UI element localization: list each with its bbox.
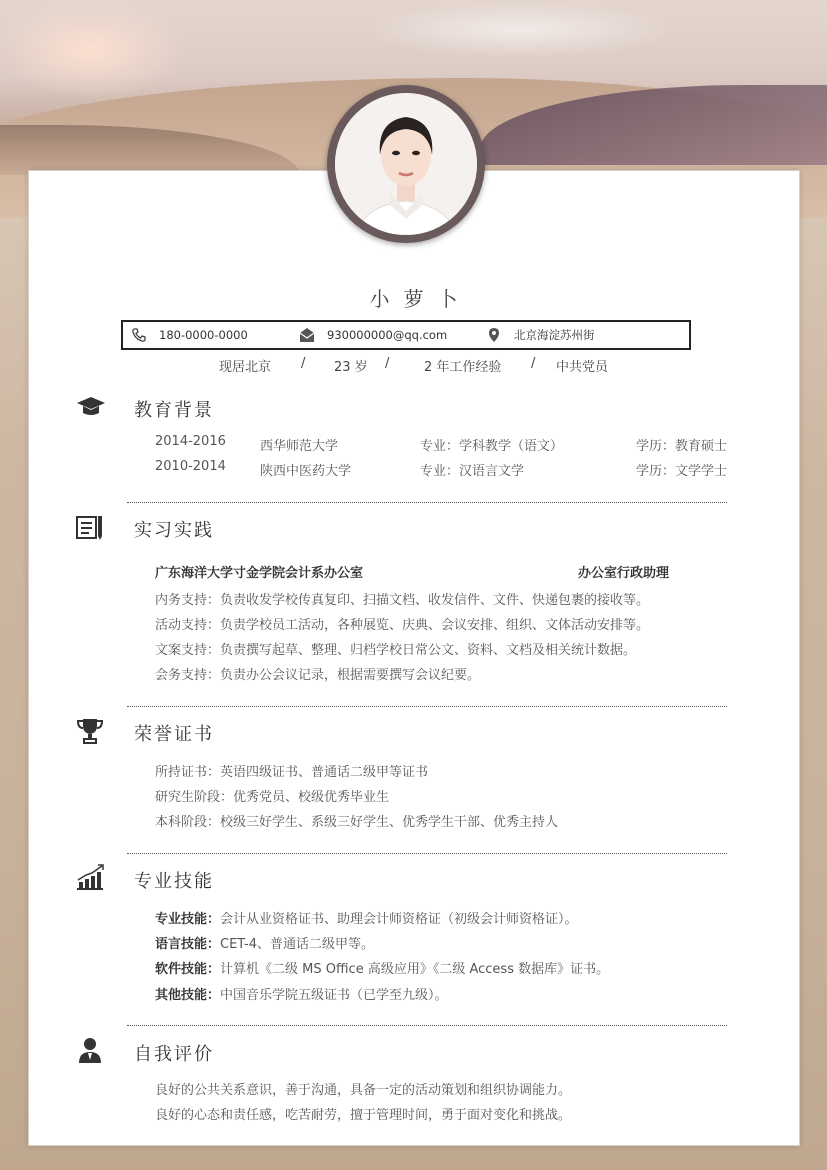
meta-experience: 2 年工作经验 xyxy=(424,360,502,375)
section-title-self-eval: 自我评价 xyxy=(134,1044,214,1065)
meta-separator: / xyxy=(531,356,536,371)
bar-chart-icon xyxy=(75,863,105,893)
section-divider xyxy=(127,502,727,503)
edu-period: 2014-2016 xyxy=(155,434,226,449)
section-title-honors: 荣誉证书 xyxy=(134,724,214,745)
skill-text: 会计从业资格证书、助理会计师资格证（初级会计师资格证）。 xyxy=(220,912,578,927)
skill-text: 计算机《二级 MS Office 高级应用》《二级 Access 数据库》证书。 xyxy=(220,962,610,977)
section-divider xyxy=(127,853,727,854)
skill-item xyxy=(155,958,609,977)
section-title-skills: 专业技能 xyxy=(134,871,214,892)
email-text: 930000000@qq.com xyxy=(327,328,448,342)
contact-phone[interactable] xyxy=(131,322,248,348)
edu-period: 2010-2014 xyxy=(155,459,226,474)
internship-duty: 会务支持：负责办公会议记录，根据需要撰写会议纪要。 xyxy=(155,668,481,683)
section-title-education: 教育背景 xyxy=(134,400,214,421)
notebook-pen-icon xyxy=(75,512,105,542)
envelope-icon xyxy=(299,327,315,343)
person-name: 小萝卜 xyxy=(369,287,472,311)
meta-party: 中共党员 xyxy=(556,360,609,375)
edu-major: 专业：汉语言文学 xyxy=(420,464,525,479)
contact-bar xyxy=(121,320,691,350)
meta-location: 现居北京 xyxy=(219,360,272,375)
skill-item xyxy=(155,908,578,927)
internship-role: 办公室行政助理 xyxy=(578,566,670,581)
internship-duty: 内务支持：负责收发学校传真复印、扫描文档、收发信件、文件、快递包裹的接收等。 xyxy=(155,593,650,608)
honor-item: 所持证书：英语四级证书、普通话二级甲等证书 xyxy=(155,765,429,780)
profile-meta xyxy=(0,356,827,374)
section-divider xyxy=(127,706,727,707)
skill-item xyxy=(155,933,374,952)
phone-icon xyxy=(131,327,147,343)
internship-duty: 文案支持：负责撰写起草、整理、归档学校日常公文、资料、文档及相关统计数据。 xyxy=(155,643,637,658)
internship-duty: 活动支持：负责学校员工活动，各种展览、庆典、会议安排、组织、文体活动安排等。 xyxy=(155,618,650,633)
skill-text: CET-4、普通话二级甲等。 xyxy=(220,937,375,952)
honor-item: 本科阶段：校级三好学生、系级三好学生、优秀学生干部、优秀主持人 xyxy=(155,815,559,830)
meta-age: 23 岁 xyxy=(334,360,368,375)
section-divider xyxy=(127,1025,727,1026)
edu-major: 专业：学科教学（语文） xyxy=(420,439,564,454)
skill-label: 专业技能： xyxy=(155,912,221,927)
edu-degree: 学历：文学学士 xyxy=(636,464,728,479)
self-eval-line: 良好的心态和责任感，吃苦耐劳，擅于管理时间，勇于面对变化和挑战。 xyxy=(155,1108,572,1123)
self-eval-line: 良好的公共关系意识，善于沟通，具备一定的活动策划和组织协调能力。 xyxy=(155,1083,572,1098)
honor-item: 研究生阶段：优秀党员、校级优秀毕业生 xyxy=(155,790,390,805)
trophy-icon xyxy=(75,716,105,746)
edu-degree: 学历：教育硕士 xyxy=(636,439,728,454)
skill-item xyxy=(155,984,448,1003)
contact-email[interactable] xyxy=(299,322,447,348)
edu-school: 陕西中医药大学 xyxy=(260,464,352,479)
avatar xyxy=(335,93,477,235)
internship-org: 广东海洋大学寸金学院会计系办公室 xyxy=(155,566,364,581)
skill-label: 语言技能： xyxy=(155,937,221,952)
location-pin-icon xyxy=(486,327,502,343)
phone-text: 180-0000-0000 xyxy=(159,328,248,342)
graduation-cap-icon xyxy=(76,392,106,422)
contact-address[interactable] xyxy=(486,322,595,348)
skill-label: 其他技能： xyxy=(155,988,221,1003)
person-icon xyxy=(75,1036,105,1066)
section-title-internship: 实习实践 xyxy=(134,520,214,541)
edu-school: 西华师范大学 xyxy=(260,439,339,454)
avatar-portrait xyxy=(335,93,477,235)
skill-label: 软件技能： xyxy=(155,962,221,977)
address-text: 北京海淀苏州街 xyxy=(514,328,595,342)
meta-separator: / xyxy=(301,356,306,371)
meta-separator: / xyxy=(385,356,390,371)
skill-text: 中国音乐学院五级证书（已学至九级）。 xyxy=(220,988,448,1003)
